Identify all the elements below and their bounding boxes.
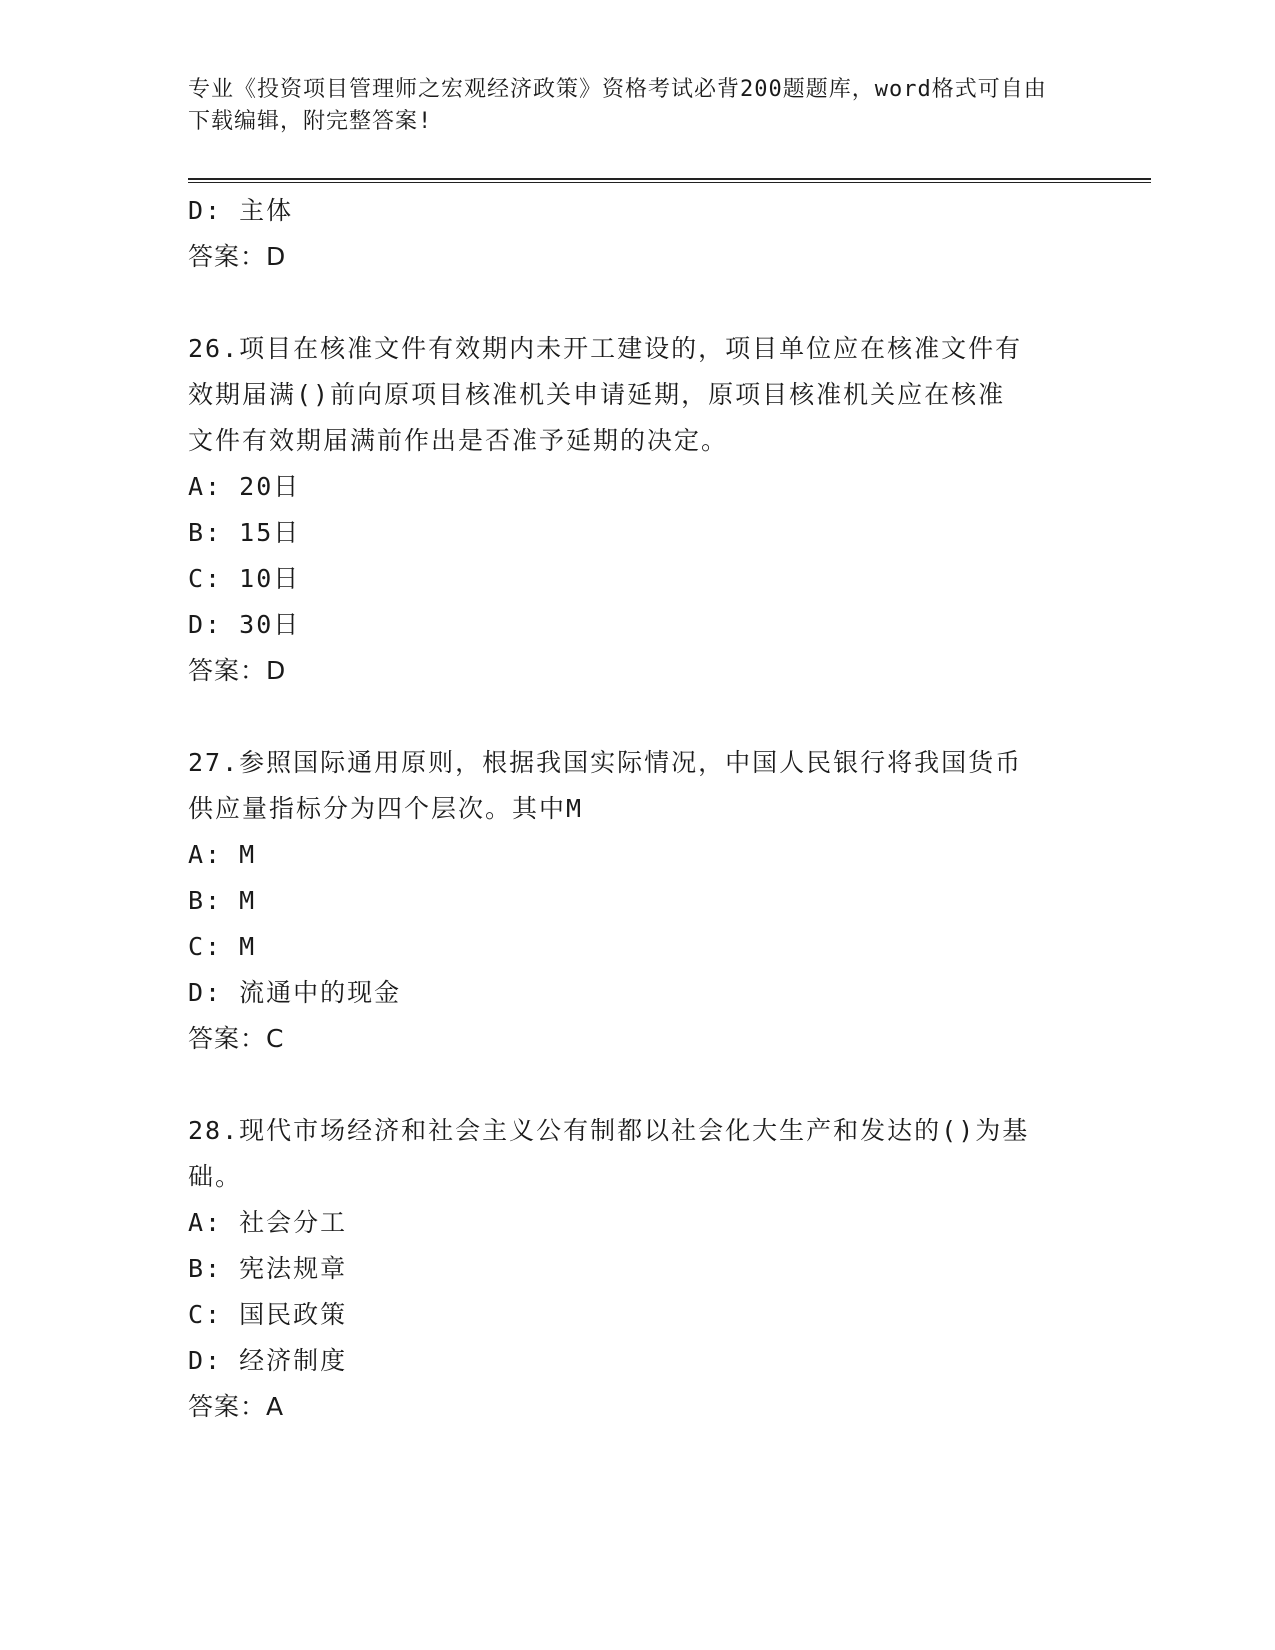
question-stem-line: 础。 [188, 1162, 243, 1191]
answer: 答案：A [188, 1392, 285, 1421]
question-stem-line: 供应量指标分为四个层次。其中M [188, 794, 584, 823]
question-stem-line: 26.项目在核准文件有效期内未开工建设的，项目单位应在核准文件有 [188, 334, 1023, 363]
question-26 [188, 326, 1088, 694]
answer: 答案：D [188, 656, 287, 685]
prev-option-d: D: 主体 [188, 196, 294, 225]
option-d: D: 30日 [188, 610, 301, 639]
question-stem-line: 效期届满()前向原项目核准机关申请延期，原项目核准机关应在核准 [188, 380, 1006, 409]
question-stem-line: 27.参照国际通用原则，根据我国实际情况，中国人民银行将我国货币 [188, 748, 1023, 777]
header-divider [188, 178, 1151, 183]
option-b: B: 15日 [188, 518, 301, 547]
option-c: C: 国民政策 [188, 1300, 348, 1329]
option-a: A: 社会分工 [188, 1208, 348, 1237]
option-a: A: 20日 [188, 472, 301, 501]
document-body [188, 188, 1088, 1430]
question-27 [188, 740, 1088, 1062]
question-28 [188, 1108, 1088, 1430]
option-a: A: M [188, 840, 257, 869]
prev-answer: 答案：D [188, 242, 287, 271]
option-c: C: M [188, 932, 257, 961]
answer: 答案：C [188, 1024, 285, 1053]
option-c: C: 10日 [188, 564, 301, 593]
option-d: D: 经济制度 [188, 1346, 348, 1375]
page-header-title: 专业《投资项目管理师之宏观经济政策》资格考试必背200题题库，word格式可自由下载编辑，附完整答案! [188, 77, 1047, 134]
option-b: B: 宪法规章 [188, 1254, 348, 1283]
question-stem-line: 文件有效期届满前作出是否准予延期的决定。 [188, 426, 729, 455]
question-stem-line: 28.现代市场经济和社会主义公有制都以社会化大生产和发达的()为基 [188, 1116, 1030, 1145]
option-d: D: 流通中的现金 [188, 978, 402, 1007]
option-b: B: M [188, 886, 257, 915]
